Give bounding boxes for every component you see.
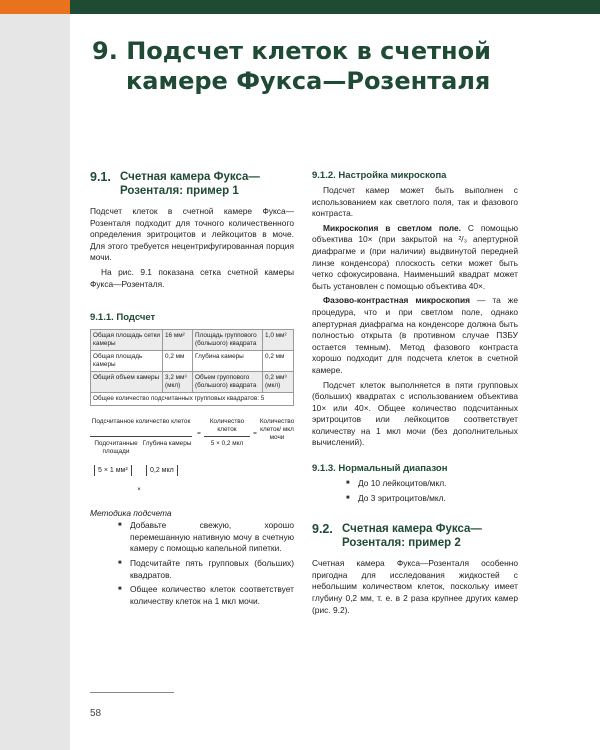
table-cell: 1,0 мм² — [263, 330, 294, 351]
table-cell: Площадь группового (большого) квадрата — [193, 330, 263, 351]
paragraph — [312, 295, 518, 376]
subsection-title: Нормальный диапазон — [338, 463, 448, 475]
section-number: 9.1. — [90, 170, 111, 184]
chamber-parameters-table — [90, 329, 294, 406]
formula-numerator-left: Подсчитанное количество клеток — [91, 418, 191, 426]
table-cell: 3,2 мм³ (мкл) — [163, 372, 193, 393]
top-orange-tab — [0, 0, 70, 14]
paragraph: Подсчет клеток в счетной камере Фукса—Розенталя подходит для точного количественного определения эритроцитов и лейкоцитов в моче. Для этого требуется нецентрифугированная порция мочи. — [90, 206, 294, 263]
formula-equals-1: = — [197, 430, 201, 438]
method-title: Методика подсчета — [90, 508, 172, 519]
table-row — [91, 393, 294, 406]
formula-area-bracket — [94, 466, 132, 475]
subsection-heading-9-1-3 — [312, 463, 518, 475]
subsection-number: 9.1.1. — [90, 312, 114, 324]
table-cell: Глубина камеры — [193, 351, 263, 372]
count-formula — [90, 416, 294, 502]
formula-fraction-line — [204, 436, 250, 437]
table-cell: 16 мм² — [163, 330, 193, 351]
formula-denominator-depth: Глубина камеры — [142, 440, 192, 448]
chapter-title — [92, 36, 562, 96]
section-title: Счетная камера Фукса—Розенталя: пример 2 — [342, 523, 482, 550]
right-column — [312, 170, 518, 616]
section-title: Счетная камера Фукса—Розенталя: пример 1 — [120, 171, 260, 197]
list-item: ■ Подсчитайте пять групповых (больших) квадратов. — [130, 558, 294, 581]
table-cell: Общая площадь камеры — [91, 351, 163, 372]
formula-mid-denominator: 5 × 0,2 мкл — [210, 440, 244, 448]
footer-rule — [90, 692, 174, 693]
section-heading-9-1 — [90, 170, 294, 198]
paragraph-text: — та же процедура, что и при светлом поле, однако апертурная диафрагма на конденсоре должна быть полностью открыта (в противном случае ПЗБУ остается темным). Метод фазового контраста хорошо подходит для подсчета клеток в счетной камере. — [312, 295, 518, 375]
section-heading-9-2 — [312, 522, 518, 550]
paragraph: Подсчет камер может быть выполнен с использованием как светлого поля, так и фазового контраста. — [312, 185, 518, 219]
formula-depth-value: 0,2 мкл — [146, 465, 178, 476]
formula-result: Количество клеток/ мкл мочи — [259, 418, 295, 442]
bold-term: Микроскопия в светлом поле. — [323, 222, 462, 233]
formula-fraction-line — [90, 436, 192, 437]
list-item: ■ Общее количество клеток соответствует количеству клеток на 1 мкл мочи. — [130, 584, 294, 607]
formula-depth-bracket — [146, 466, 178, 475]
formula-area-value: 5 × 1 мм² — [94, 465, 132, 476]
subsection-title: Настройка микроскопа — [338, 170, 447, 181]
formula-times: × — [137, 486, 141, 494]
paragraph: Счетная камера Фукса—Розенталя особенно пригодна для исследования жидкостей с небольшим количеством клеток, поскольку имеет глубину 0,2 мм, т. е. в 2 раза крупнее других камер (рис. 9.2). — [312, 558, 518, 615]
chapter-number: 9. — [92, 37, 118, 65]
list-item: ■ До 10 лейкоцитов/мкл. — [358, 478, 518, 490]
table-cell-total: Общее количество подсчитанных групповых квадратов: 5 — [91, 393, 294, 406]
table-cell: 0,2 мм — [163, 351, 193, 372]
method-list — [130, 520, 294, 607]
subsection-heading-9-1-1 — [90, 312, 294, 324]
left-margin-strip — [0, 14, 70, 750]
table-cell: 0,2 мм³ (мкл) — [263, 372, 294, 393]
chapter-title-line1: Подсчет клеток в счетной — [126, 37, 491, 65]
left-column — [90, 170, 294, 610]
chapter-title-line2: камере Фукса—Розенталя — [126, 67, 491, 95]
list-item: ■ До 3 эритроцитов/мкл. — [358, 493, 518, 505]
subsection-title: Подсчет — [116, 312, 156, 324]
table-cell: 0,2 мм — [263, 351, 294, 372]
subsection-number: 9.1.2. — [312, 170, 336, 181]
list-item: ■ Добавьте свежую, хорошо перемешанную нативную мочу в счетную камеру с помощью капельной пипетки. — [130, 520, 294, 555]
subsection-number: 9.1.3. — [312, 463, 336, 475]
paragraph: Подсчет клеток выполняется в пяти групповых (больших) квадратах с использованием объектива 10× или 40×. Общее количество подсчитанных эритроцитов или лейкоцитов соответствует количеству на 1 мкл мочи (без дополнительных вычислений). — [312, 379, 518, 448]
table-row — [91, 351, 294, 372]
section-number: 9.2. — [312, 522, 333, 537]
formula-equals-2: = — [253, 430, 257, 438]
table-row — [91, 372, 294, 393]
paragraph-text: С помощью объектива 10× (при закрытой на ²/₃ апертурной диафрагме и (при наличии) выдвинутой передней линзе конденсора) плоскость сетки может быть четко сфокусирована. Наименьший квадрат может быть установлен с помощью объектива 40×. — [312, 222, 518, 291]
table-row — [91, 330, 294, 351]
page-number: 58 — [90, 708, 102, 719]
table-cell: Объем группового (большого) квадрата — [193, 372, 263, 393]
subsection-heading-9-1-2 — [312, 170, 518, 182]
table-cell: Общая площадь сетки камеры — [91, 330, 163, 351]
formula-mid-numerator: Количество клеток — [209, 418, 245, 434]
paragraph: На рис. 9.1 показана сетка счетной камеры Фукса—Розенталя. — [90, 266, 294, 289]
bold-term: Фазово-контрастная микроскопия — [323, 295, 471, 306]
formula-denominator-area: Подсчитанные площади — [94, 440, 138, 456]
top-color-bar — [0, 0, 600, 14]
normal-range-list — [358, 478, 518, 504]
paragraph — [312, 223, 518, 293]
table-cell: Общий объем камеры — [91, 372, 163, 393]
